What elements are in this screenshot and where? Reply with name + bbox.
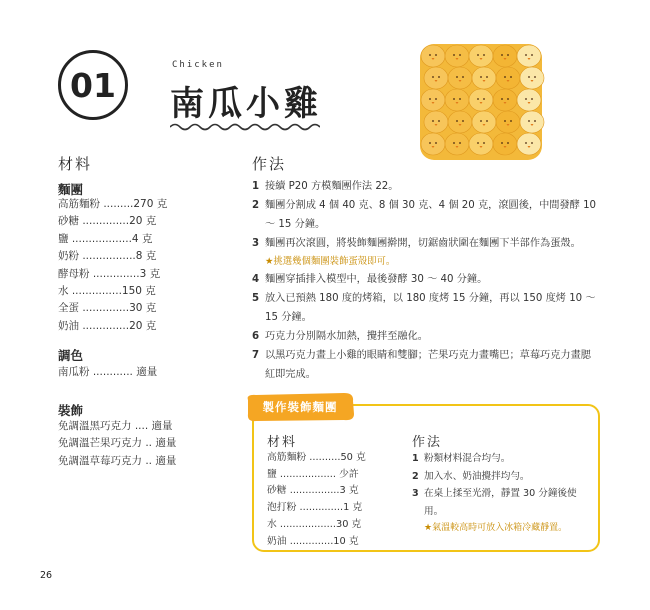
chick-eye: [483, 142, 485, 144]
chick-eye: [510, 76, 512, 78]
decor-step: [412, 450, 587, 468]
ingredient-line: 水 ...............150 克: [58, 285, 156, 298]
chick-bun: [448, 67, 472, 89]
chick-eye: [438, 120, 440, 122]
chick-bun: [469, 133, 493, 155]
ingredient-line: 南瓜粉 ............ 適量: [58, 366, 158, 378]
chick-eye: [429, 142, 431, 144]
decor-step: [412, 485, 587, 520]
chick-eye: [534, 120, 536, 122]
chick-eye: [507, 54, 509, 56]
step-text: 粉類材料混合均勻。: [424, 453, 511, 464]
chick-eye: [507, 98, 509, 100]
chick-eye: [480, 120, 482, 122]
chick-eye: [429, 98, 431, 100]
decor-note: ★氣溫較高時可放入冰箱冷藏靜置。: [424, 523, 568, 533]
step-text: 接續 P20 方模麵團作法 22。: [265, 181, 399, 192]
chick-eye: [501, 142, 503, 144]
chick-bun: [421, 133, 445, 155]
recipe-subtitle: Chicken: [172, 60, 224, 70]
chick-eye: [477, 54, 479, 56]
chick-bun: [496, 111, 520, 133]
chick-eye: [531, 142, 533, 144]
wave-divider-icon: [170, 122, 320, 132]
chick-eye: [483, 98, 485, 100]
ingredient-line: 酵母粉 ..............3 克: [58, 267, 161, 280]
chick-eye: [435, 98, 437, 100]
decor-ingredient-list: [267, 450, 366, 550]
ingredient-line: 奶油 ..............20 克: [58, 319, 157, 332]
chick-eye: [486, 76, 488, 78]
chick-eye: [504, 76, 506, 78]
chick-bun: [517, 89, 541, 111]
chick-eye: [453, 142, 455, 144]
decor-step: [412, 468, 587, 486]
chick-eye: [504, 120, 506, 122]
ingredient-line: 泡打粉 ..............1 克: [267, 502, 363, 514]
chick-bun: [472, 111, 496, 133]
chick-eye: [462, 120, 464, 122]
step-text: 麵團穿插排入模型中，最後發酵 30 ～ 40 分鐘。: [265, 274, 488, 285]
pumpkin-chick-bread-photo: [416, 38, 546, 163]
decoration-ingredient-list: [58, 418, 176, 470]
step-number: 6: [252, 331, 260, 342]
chick-eye: [528, 76, 530, 78]
step-text: 以黑巧克力畫上小雞的眼睛和雙腳；芒果巧克力畫嘴巴；草莓巧克力畫腮紅即完成。: [265, 350, 591, 380]
step-text: 麵團分割成 4 個 40 克、8 個 30 克、4 個 20 克，滾圓後，中間發酵 10 ～ 15 分鐘。: [265, 200, 597, 230]
ingredient-line: 免調溫黑巧克力 .... 適量: [58, 420, 173, 432]
chick-bun: [496, 67, 520, 89]
ingredient-line: 鹽 .................. 少許: [267, 468, 359, 480]
chick-eye: [483, 54, 485, 56]
chick-bun: [493, 45, 517, 67]
step-note: ★挑選幾個麵團裝飾蛋殼即可。: [265, 256, 396, 267]
ingredient-line: 砂糖 ................3 克: [267, 485, 359, 497]
chick-eye: [459, 98, 461, 100]
method-step-list: [252, 177, 597, 384]
chick-eye: [459, 54, 461, 56]
chick-eye: [534, 76, 536, 78]
step-text: 放入已預熱 180 度的烤箱，以 180 度烤 15 分鐘，再以 150 度烤 10 ～ 15 分鐘。: [265, 293, 596, 323]
chick-bun: [517, 133, 541, 155]
chick-eye: [480, 76, 482, 78]
method-step: [252, 289, 597, 327]
step-text: 加入水、奶油攪拌均勻。: [424, 470, 530, 482]
method-step: [252, 177, 597, 196]
chick-eye: [453, 98, 455, 100]
ingredient-line: 鹽 ..................4 克: [58, 232, 153, 245]
step-text: 巧克力分別隔水加熱，攪拌至融化。: [265, 331, 428, 342]
ingredient-line: 全蛋 ..............30 克: [58, 302, 157, 315]
decor-method-heading: 作法: [412, 435, 443, 450]
chick-eye: [531, 98, 533, 100]
ingredient-line: 免調溫草莓巧克力 .. 適量: [58, 454, 177, 467]
chick-bun: [520, 111, 544, 133]
chick-eye: [525, 142, 527, 144]
color-ingredient-list: [58, 364, 157, 381]
chick-eye: [462, 76, 464, 78]
method-step: [252, 196, 597, 234]
chick-bun: [424, 111, 448, 133]
method-heading: 作法: [252, 155, 287, 173]
chick-bun: [421, 89, 445, 111]
chick-bun: [421, 45, 445, 67]
ingredient-line: 水 ..................30 克: [267, 518, 362, 530]
chick-eye: [456, 120, 458, 122]
chick-bun: [520, 67, 544, 89]
ingredient-line: 砂糖 ..............20 克: [58, 215, 157, 228]
chick-eye: [501, 54, 503, 56]
recipe-title: 南瓜小雞: [170, 84, 322, 124]
chick-eye: [459, 142, 461, 144]
decoration-heading: 裝飾: [58, 403, 84, 418]
step-number: 4: [252, 274, 260, 285]
method-step: [252, 234, 597, 253]
chick-eye: [501, 98, 503, 100]
step-text: 麵團再次滾圓，將裝飾麵團擀開，切鋸齒狀圍在麵團下半部作為蛋殼。: [265, 238, 581, 249]
chick-eye: [432, 120, 434, 122]
chick-eye: [456, 76, 458, 78]
chick-eye: [531, 54, 533, 56]
step-number: 5: [252, 293, 260, 304]
page-number: 26: [40, 570, 53, 581]
chick-eye: [528, 120, 530, 122]
chick-bun: [424, 67, 448, 89]
chick-eye: [453, 54, 455, 56]
chick-bun: [445, 133, 469, 155]
chick-bun: [472, 67, 496, 89]
step-number: 3: [412, 488, 419, 499]
dough-ingredient-list: [58, 196, 167, 335]
chick-bun: [445, 45, 469, 67]
ingredient-line: 奶粉 ................8 克: [58, 250, 157, 263]
chick-bun: [448, 111, 472, 133]
step-number: 2: [252, 200, 260, 211]
chick-eye: [525, 54, 527, 56]
ingredient-line: 免調溫芒果巧克力 .. 適量: [58, 437, 177, 450]
step-number: 1: [252, 181, 260, 192]
ingredient-line: 高筋麵粉 .........270 克: [58, 198, 168, 210]
chick-eye: [525, 98, 527, 100]
chick-eye: [435, 54, 437, 56]
chick-bun: [493, 89, 517, 111]
method-step: [252, 327, 597, 346]
chick-bun: [469, 45, 493, 67]
step-number: 3: [252, 238, 260, 249]
method-step: [252, 270, 597, 289]
chick-bun: [493, 133, 517, 155]
ingredient-line: 奶油 ..............10 克: [267, 535, 359, 547]
decoration-dough-badge-label: 製作裝飾麵團: [262, 400, 338, 414]
chick-eye: [432, 76, 434, 78]
step-number: 1: [412, 453, 419, 464]
decor-materials-heading: 材料: [267, 435, 298, 450]
materials-heading: 材料: [58, 155, 93, 173]
ingredient-line: 高筋麵粉 ..........50 克: [267, 452, 366, 463]
chick-eye: [477, 142, 479, 144]
chick-eye: [438, 76, 440, 78]
step-number: 7: [252, 350, 260, 361]
recipe-number-badge: 01: [58, 50, 128, 120]
method-step: [252, 346, 597, 384]
chick-eye: [429, 54, 431, 56]
step-number: 2: [412, 470, 419, 482]
chick-eye: [486, 120, 488, 122]
chick-bun: [517, 45, 541, 67]
chick-eye: [477, 98, 479, 100]
color-heading: 調色: [58, 348, 84, 363]
chick-bun: [445, 89, 469, 111]
dough-heading: 麵團: [58, 182, 84, 197]
chick-eye: [510, 120, 512, 122]
chick-eye: [507, 142, 509, 144]
chick-bun: [469, 89, 493, 111]
step-text: 在桌上揉至光滑，靜置 30 分鐘後使用。: [424, 488, 577, 517]
chick-eye: [435, 142, 437, 144]
decor-method-list: [412, 450, 587, 537]
